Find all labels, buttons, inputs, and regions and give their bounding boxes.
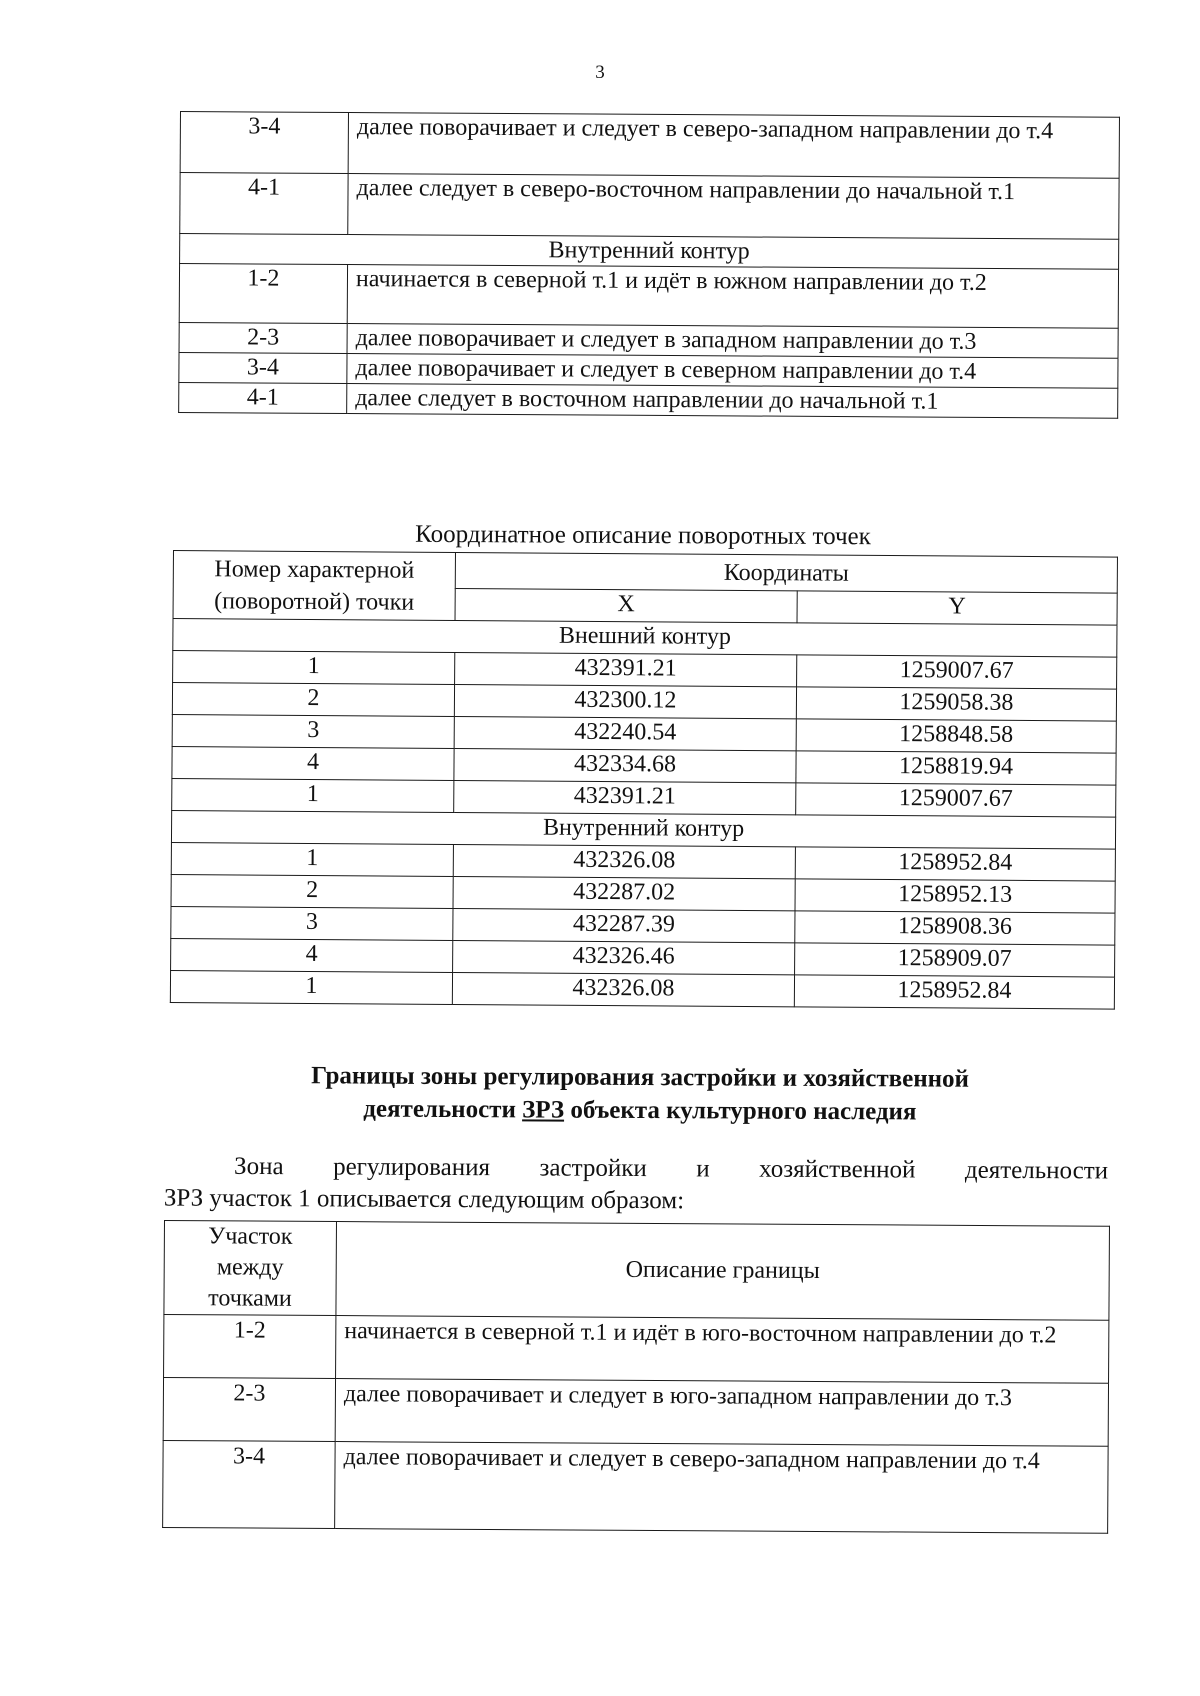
- point-number: 4: [172, 746, 454, 780]
- description-cell: далее поворачивает и следует в северо-западном направлении до т.4: [335, 1442, 1109, 1534]
- coord-x: 432326.08: [452, 972, 794, 1006]
- table-row: [180, 112, 1119, 179]
- header-point-number: Номер характерной (поворотной) точки: [173, 551, 455, 621]
- segment-cell: 3-4: [179, 352, 347, 383]
- segment-cell: 4-1: [179, 382, 347, 413]
- coord-y: 1258819.94: [796, 751, 1116, 785]
- point-number: 1: [173, 651, 455, 685]
- coord-x: 432326.46: [453, 940, 795, 974]
- description-cell: далее поворачивает и следует в западном направлении до т.3: [347, 324, 1118, 359]
- coord-x: 432287.39: [453, 908, 795, 942]
- coord-y: 1259007.67: [797, 655, 1117, 689]
- coord-x: 432240.54: [454, 716, 796, 750]
- header-description: Описание границы: [336, 1222, 1110, 1321]
- description-cell: далее следует в восточном направлении до начальной т.1: [347, 384, 1118, 419]
- paragraph-line-1: Зона регулирования застройки и хозяйственной деятельности: [234, 1152, 1109, 1185]
- point-number: 1: [170, 970, 452, 1004]
- point-number: 1: [172, 778, 454, 812]
- segment-cell: 2-3: [163, 1378, 335, 1442]
- table-row: [163, 1378, 1108, 1447]
- point-number: 2: [171, 874, 453, 908]
- coord-x: 432300.12: [454, 684, 796, 718]
- boundary-description-table: [178, 111, 1120, 419]
- header-coordinates: Координаты: [455, 552, 1117, 593]
- description-cell: далее поворачивает и следует в юго-западном направлении до т.3: [335, 1379, 1108, 1447]
- description-cell: далее поворачивает и следует в северном направлении до т.4: [347, 354, 1118, 389]
- zrz-abbreviation: ЗРЗ: [522, 1096, 565, 1124]
- table-row: [179, 264, 1118, 329]
- header-row: [173, 551, 1117, 594]
- coord-y: 1258908.36: [795, 911, 1115, 945]
- header-x: X: [455, 588, 797, 622]
- point-number: 3: [171, 906, 453, 940]
- coord-y: 1259007.67: [796, 783, 1116, 817]
- segment-cell: 3-4: [180, 112, 348, 174]
- heading-text: объекта культурного наследия: [564, 1096, 917, 1126]
- table-row: [163, 1440, 1109, 1533]
- page-number: 3: [595, 62, 605, 83]
- section-title-outer-contour: Внешний контур: [173, 619, 1117, 658]
- coord-y: 1259058.38: [796, 687, 1116, 721]
- coord-y: 1258909.07: [795, 943, 1115, 977]
- coordinates-table-caption: Координатное описание поворотных точек: [415, 520, 871, 551]
- coordinates-table: [170, 550, 1118, 1010]
- coord-y: 1258952.84: [794, 975, 1114, 1009]
- coord-x: 432326.08: [453, 844, 795, 878]
- section-title-inner-contour: Внутренний контур: [180, 234, 1119, 270]
- header-row: [164, 1221, 1110, 1321]
- segment-cell: 1-2: [164, 1315, 336, 1379]
- table-row: [179, 382, 1118, 418]
- coord-x: 432287.02: [453, 876, 795, 910]
- header-segment: Участок между точками: [164, 1221, 337, 1316]
- description-cell: начинается в северной т.1 и идёт в южном направлении до т.2: [347, 265, 1118, 329]
- section-heading: [160, 1058, 1120, 1129]
- intro-paragraph: [164, 1151, 1108, 1220]
- segment-cell: 3-4: [163, 1440, 336, 1528]
- coord-x: 432391.21: [455, 652, 797, 686]
- zrz-boundary-table: [162, 1220, 1110, 1534]
- table-row: [170, 970, 1114, 1009]
- segment-cell: 2-3: [179, 322, 347, 353]
- point-number: 3: [172, 714, 454, 748]
- point-number: 4: [171, 938, 453, 972]
- section-title-inner-contour: Внутренний контур: [171, 810, 1115, 849]
- heading-line-2: [160, 1091, 1120, 1129]
- coord-x: 432391.21: [454, 780, 796, 814]
- description-cell: далее поворачивает и следует в северо-западном направлении до т.4: [348, 113, 1119, 179]
- heading-text: деятельности: [363, 1095, 523, 1124]
- header-y: Y: [797, 591, 1117, 625]
- point-number: 2: [172, 683, 454, 717]
- heading-line-1: Границы зоны регулирования застройки и хозяйственной: [311, 1062, 970, 1093]
- coord-y: 1258952.84: [795, 847, 1115, 881]
- coord-x: 432334.68: [454, 748, 796, 782]
- table-row: [180, 173, 1119, 240]
- segment-cell: 4-1: [180, 173, 348, 235]
- coord-y: 1258848.58: [796, 719, 1116, 753]
- description-cell: начинается в северной т.1 и идёт в юго-восточном направлении до т.2: [336, 1316, 1109, 1384]
- point-number: 1: [171, 842, 453, 876]
- description-cell: далее следует в северо-восточном направлении до начальной т.1: [348, 174, 1119, 240]
- paragraph-line-2: ЗРЗ участок 1 описывается следующим образом:: [163, 1184, 685, 1215]
- coord-y: 1258952.13: [795, 879, 1115, 913]
- segment-cell: 1-2: [179, 264, 347, 324]
- table-row: [164, 1315, 1109, 1384]
